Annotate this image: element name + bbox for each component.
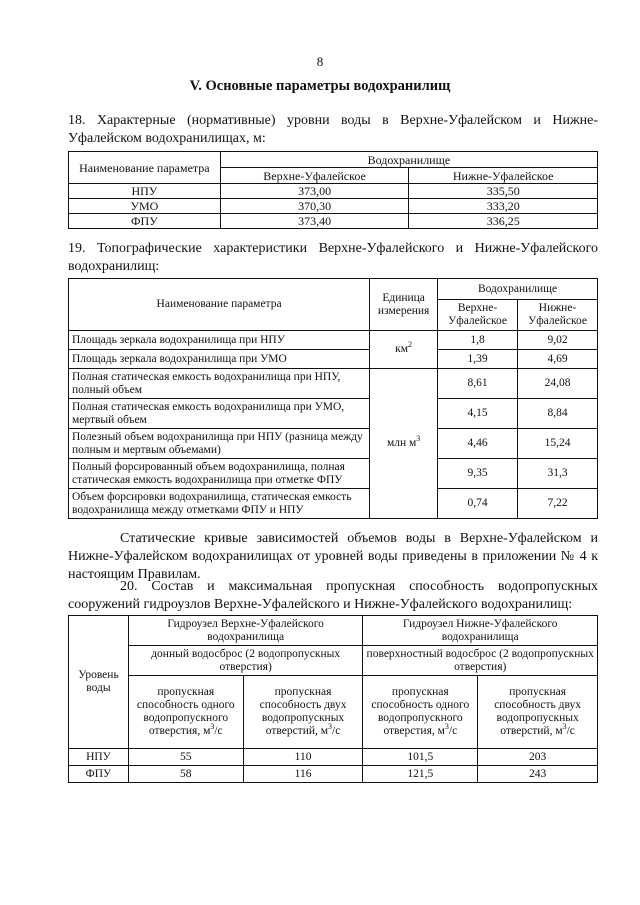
page-number: 8 <box>316 54 324 69</box>
t1-row-name: ФПУ <box>69 214 221 229</box>
cap-text: пропускная способность двух водопропускных отверстий, м <box>494 686 582 737</box>
topography-table <box>68 278 598 519</box>
paragraph-20-text: 20. Состав и максимальная пропускная способность водопропускных сооружений гидроузлов Верхне-Уфалейского и Нижне-Уфалейского водохранилищ: <box>68 579 598 612</box>
t2-row-upper: 0,74 <box>438 489 518 519</box>
t2-row-upper: 4,15 <box>438 399 518 429</box>
table-row <box>69 369 598 399</box>
paragraph-19: 19. Топографические характеристики Верхне-Уфалейского и Нижне-Уфалейского водохранилищ: <box>68 241 598 274</box>
t3-row-a2: 110 <box>243 749 363 766</box>
paragraph-curves-text: Статические кривые зависимостей объемов воды в Верхне-Уфалейском и Нижне-Уфалейском водохранилищах от уровней воды приведены в приложении № 4 к настоящим Правилам. <box>68 531 598 582</box>
t2-row-lower: 4,69 <box>518 350 598 369</box>
t2-header-unit: Единица измерения <box>370 279 438 331</box>
t1-row-name: УМО <box>69 199 221 214</box>
table-row <box>69 489 598 519</box>
t2-row-upper: 1,8 <box>438 331 518 350</box>
unit-superscript: 3 <box>562 722 567 732</box>
table-row <box>69 184 598 199</box>
unit-tail: /с <box>214 725 223 737</box>
t3-row-b2: 203 <box>478 749 598 766</box>
section-title: V. Основные параметры водохранилищ <box>189 78 451 94</box>
t2-row-upper: 1,39 <box>438 350 518 369</box>
t3-cap-one-lower <box>363 676 478 749</box>
table-row <box>69 350 598 369</box>
t2-header-group: Водохранилище <box>438 279 598 300</box>
t2-unit-area <box>370 331 438 369</box>
t2-row-lower: 7,22 <box>518 489 598 519</box>
t2-row-upper: 4,46 <box>438 429 518 459</box>
unit-text: млн м <box>386 437 417 449</box>
t2-row-name: Площадь зеркала водохранилища при НПУ <box>69 331 370 350</box>
t1-header-group: Водохранилище <box>220 152 597 168</box>
t1-header-upper: Верхне-Уфалейское <box>220 168 409 184</box>
t2-row-name: Объем форсировки водохранилища, статическая емкость водохранилища между отметками ФПУ и НПУ <box>69 489 370 519</box>
table-row <box>69 214 598 229</box>
t3-row-b1: 121,5 <box>363 766 478 783</box>
paragraph-curves <box>68 530 598 584</box>
t1-row-lower: 336,25 <box>409 214 598 229</box>
t2-header-param: Наименование параметра <box>69 279 370 331</box>
table-row <box>69 459 598 489</box>
t1-row-upper: 373,00 <box>220 184 409 199</box>
table-row <box>69 429 598 459</box>
t2-header-upper: Верхне-Уфалейское <box>438 300 518 331</box>
paragraph-20 <box>68 578 598 614</box>
unit-superscript: 3 <box>328 722 333 732</box>
t2-row-name: Площадь зеркала водохранилища при УМО <box>69 350 370 369</box>
unit-superscript: 2 <box>408 340 413 350</box>
t1-row-upper: 373,40 <box>220 214 409 229</box>
t3-header-hub-lower: Гидроузел Нижне-Уфалейского водохранилища <box>363 616 598 646</box>
t2-unit-volume <box>370 369 438 519</box>
paragraph-18: 18. Характерные (нормативные) уровни воды в Верхне-Уфалейском и Нижне-Уфалейском водохранилищах, м: <box>68 113 598 146</box>
cap-text: пропускная способность одного водопропускного отверстия, м <box>136 686 235 737</box>
unit-text: км <box>395 343 409 355</box>
t2-row-name: Полная статическая емкость водохранилища при НПУ, полный объем <box>69 369 370 399</box>
t3-outlet-lower: поверхностный водосброс (2 водопропускных отверстия) <box>363 646 598 676</box>
t2-row-lower: 9,02 <box>518 331 598 350</box>
t3-row-a1: 55 <box>128 749 243 766</box>
t2-row-lower: 15,24 <box>518 429 598 459</box>
t3-cap-one-upper <box>128 676 243 749</box>
t2-row-lower: 24,08 <box>518 369 598 399</box>
t2-row-lower: 8,84 <box>518 399 598 429</box>
table-row <box>69 749 598 766</box>
water-levels-table <box>68 151 598 229</box>
t3-header-hub-upper: Гидроузел Верхне-Уфалейского водохранилища <box>128 616 363 646</box>
t2-row-upper: 8,61 <box>438 369 518 399</box>
spillway-capacity-table <box>68 615 598 783</box>
t2-row-name: Полная статическая емкость водохранилища при УМО, мертвый объем <box>69 399 370 429</box>
t3-row-a2: 116 <box>243 766 363 783</box>
table-row <box>69 766 598 783</box>
t2-row-lower: 31,3 <box>518 459 598 489</box>
t3-header-level: Уровень воды <box>69 616 129 749</box>
unit-superscript: 3 <box>416 434 421 444</box>
table-row <box>69 399 598 429</box>
t1-row-lower: 333,20 <box>409 199 598 214</box>
table-row <box>69 331 598 350</box>
unit-tail: /с <box>332 725 341 737</box>
t2-row-name: Полезный объем водохранилища при НПУ (разница между полным и мертвым объемами) <box>69 429 370 459</box>
t3-row-a1: 58 <box>128 766 243 783</box>
table-row <box>69 199 598 214</box>
t3-row-b1: 101,5 <box>363 749 478 766</box>
t3-outlet-upper: донный водосброс (2 водопропускных отверстия) <box>128 646 363 676</box>
cap-text: пропускная способность одного водопропускного отверстия, м <box>371 686 470 737</box>
unit-tail: /с <box>448 725 458 737</box>
unit-superscript: 3 <box>444 722 449 732</box>
unit-superscript: 3 <box>210 722 215 732</box>
t1-row-name: НПУ <box>69 184 221 199</box>
cap-text: пропускная способность двух водопропускных отверстий, м <box>259 686 347 737</box>
t3-row-level: ФПУ <box>69 766 129 783</box>
t3-cap-two-upper <box>243 676 363 749</box>
t3-row-b2: 243 <box>478 766 598 783</box>
t1-header-lower: Нижне-Уфалейское <box>409 168 598 184</box>
t1-header-param: Наименование параметра <box>69 152 221 184</box>
t2-row-name: Полный форсированный объем водохранилища, полная статическая емкость водохранилища при отметке ФПУ <box>69 459 370 489</box>
t2-row-upper: 9,35 <box>438 459 518 489</box>
unit-tail: /с <box>566 725 575 737</box>
t2-header-lower: Нижне-Уфалейское <box>518 300 598 331</box>
t1-row-upper: 370,30 <box>220 199 409 214</box>
t3-cap-two-lower <box>478 676 598 749</box>
t1-row-lower: 335,50 <box>409 184 598 199</box>
t3-row-level: НПУ <box>69 749 129 766</box>
